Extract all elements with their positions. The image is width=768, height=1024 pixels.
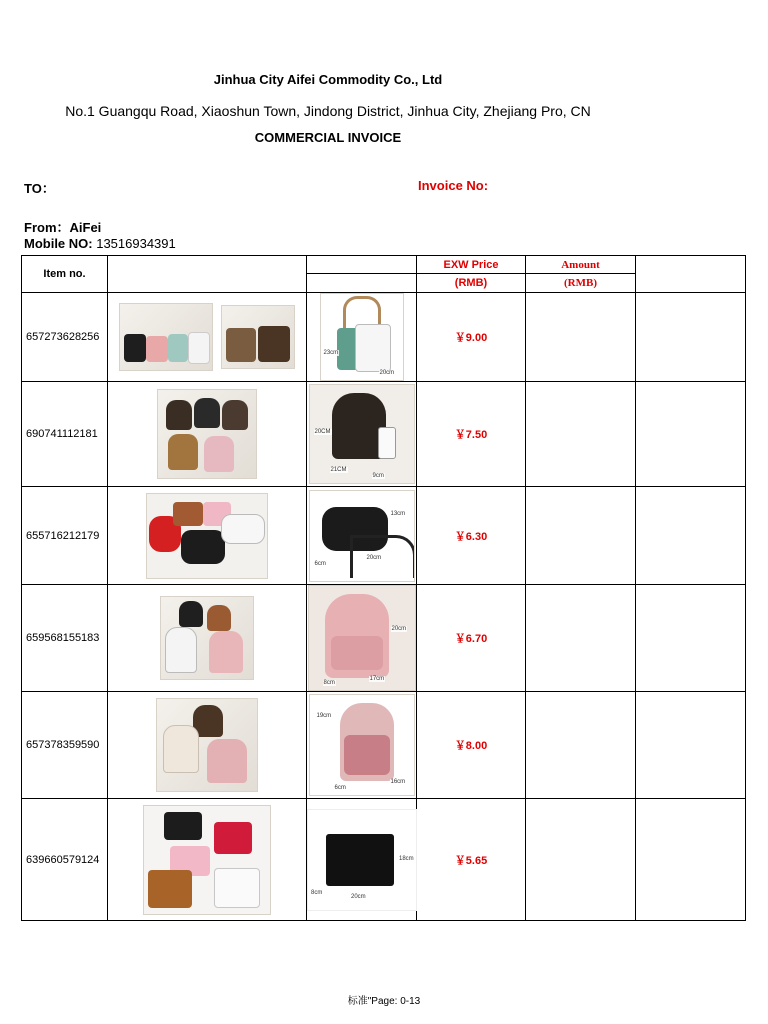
mobile-value: 13516934391 bbox=[92, 236, 176, 251]
amount-cell bbox=[526, 692, 636, 799]
product-detail-image-cell bbox=[307, 487, 417, 585]
amount-cell bbox=[526, 382, 636, 487]
product-image bbox=[143, 805, 271, 915]
exw-price: ￥7.50 bbox=[417, 382, 526, 487]
from-label: From：AiFei bbox=[24, 220, 102, 235]
company-name: Jinhua City Aifei Commodity Co., Ltd bbox=[213, 72, 443, 87]
page-footer: 标准"Page: 0-13 bbox=[347, 996, 421, 1007]
item-number: 657378359590 bbox=[22, 692, 108, 799]
item-number: 690741112181 bbox=[22, 382, 108, 487]
item-number: 659568155183 bbox=[22, 585, 108, 692]
invoice-number-label: Invoice No: bbox=[418, 178, 489, 193]
mobile-number bbox=[24, 236, 176, 251]
blank-cell bbox=[636, 293, 746, 382]
product-image bbox=[156, 698, 258, 792]
mobile-label: Mobile NO: bbox=[24, 236, 93, 251]
amount-cell bbox=[526, 799, 636, 921]
product-photo-group bbox=[108, 382, 307, 487]
product-photo-group bbox=[108, 799, 307, 921]
exw-price: ￥6.30 bbox=[417, 487, 526, 585]
exw-price: ￥5.65 bbox=[417, 799, 526, 921]
product-image bbox=[146, 493, 268, 579]
product-detail-image: 20cm 17cm 8cm bbox=[308, 585, 416, 691]
item-number: 655716212179 bbox=[22, 487, 108, 585]
amount-cell bbox=[526, 585, 636, 692]
product-image bbox=[160, 596, 254, 680]
table-row bbox=[22, 487, 746, 585]
blank-cell bbox=[636, 799, 746, 921]
table-row bbox=[22, 382, 746, 487]
product-detail-image-cell bbox=[307, 799, 417, 921]
table-row bbox=[22, 585, 746, 692]
blank-cell bbox=[636, 382, 746, 487]
product-image bbox=[119, 303, 213, 371]
product-photo-group bbox=[108, 487, 307, 585]
header-exw-currency: (RMB) bbox=[417, 274, 526, 293]
item-number: 657273628256 bbox=[22, 293, 108, 382]
header-amount-currency: (RMB) bbox=[526, 274, 636, 293]
product-photo-group bbox=[108, 293, 307, 382]
product-image bbox=[221, 305, 295, 369]
header-image-b bbox=[307, 256, 417, 274]
product-detail-image-cell bbox=[307, 382, 417, 487]
to-label: TO： bbox=[24, 181, 55, 196]
header-exw-price: EXW Price bbox=[417, 256, 526, 274]
product-detail-image: 23cm 20cm bbox=[320, 293, 404, 381]
exw-price: ￥6.70 bbox=[417, 585, 526, 692]
header-amount: Amount bbox=[526, 256, 636, 274]
product-photo-group bbox=[108, 585, 307, 692]
blank-cell bbox=[636, 585, 746, 692]
header-item-no: Item no. bbox=[22, 256, 108, 293]
amount-cell bbox=[526, 487, 636, 585]
table-row bbox=[22, 692, 746, 799]
product-detail-image: 13cm 20cm 6cm bbox=[309, 490, 415, 582]
table-row bbox=[22, 799, 746, 921]
amount-cell bbox=[526, 293, 636, 382]
product-detail-image-cell bbox=[307, 692, 417, 799]
item-number: 639660579124 bbox=[22, 799, 108, 921]
table-row bbox=[22, 293, 746, 382]
company-address: No.1 Guangqu Road, Xiaoshun Town, Jindong District, Jinhua City, Zhejiang Pro, CN bbox=[65, 103, 591, 119]
product-detail-image-cell bbox=[307, 293, 417, 382]
header-blank bbox=[636, 256, 746, 293]
invoice-table bbox=[21, 255, 746, 921]
product-photo-group bbox=[108, 692, 307, 799]
exw-price: ￥9.00 bbox=[417, 293, 526, 382]
product-detail-image: 20CM 21CM 9cm bbox=[309, 384, 415, 484]
blank-cell bbox=[636, 692, 746, 799]
product-detail-image: 19cm 16cm 6cm bbox=[309, 694, 415, 796]
product-image bbox=[157, 389, 257, 479]
exw-price: ￥8.00 bbox=[417, 692, 526, 799]
product-detail-image-cell bbox=[307, 585, 417, 692]
product-detail-image: 18cm 20cm 8cm bbox=[307, 809, 417, 911]
document-title: COMMERCIAL INVOICE bbox=[254, 130, 402, 145]
header-image-a bbox=[108, 256, 307, 293]
blank-cell bbox=[636, 487, 746, 585]
header-image-b-lower bbox=[307, 274, 417, 293]
